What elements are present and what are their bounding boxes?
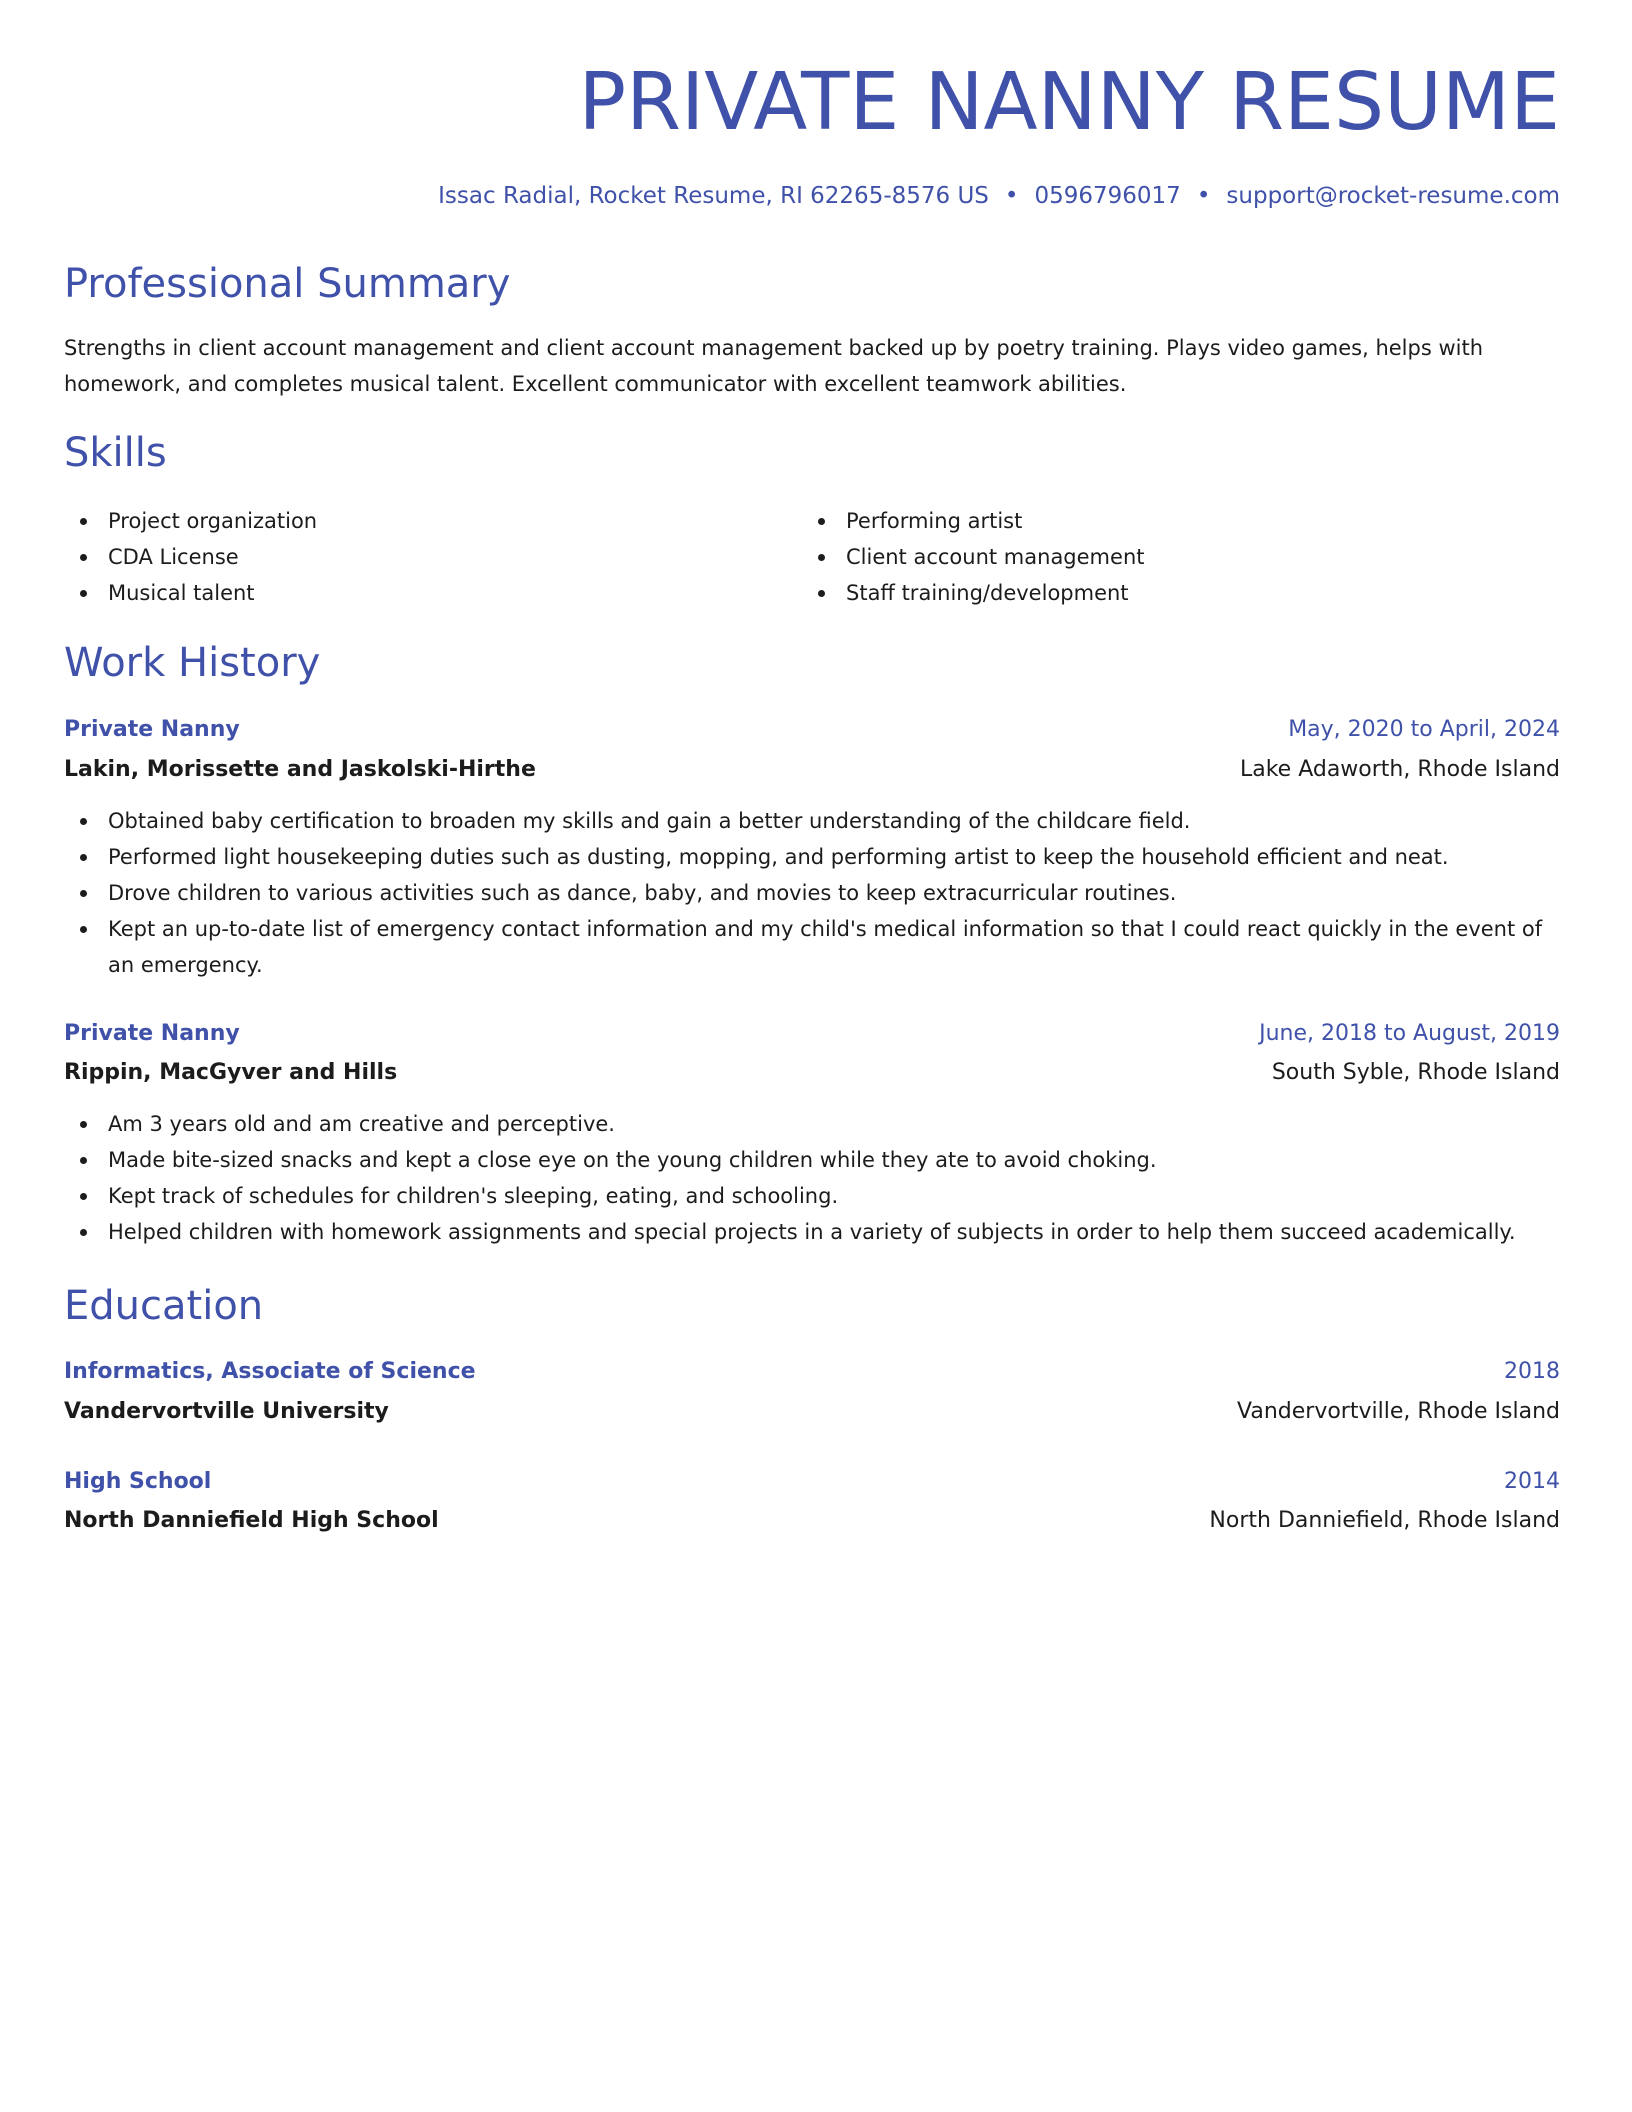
work-heading: Work History — [64, 640, 321, 686]
job-dates: June, 2018 to August, 2019 — [1259, 1021, 1560, 1046]
summary-heading: Professional Summary — [64, 261, 511, 307]
education-school: North Danniefield High School — [64, 1508, 439, 1533]
job-title: Private Nanny — [64, 717, 240, 742]
education-subheader — [64, 1392, 1560, 1432]
job-subheader — [64, 1053, 1560, 1093]
job-bullet: Performed light housekeeping duties such as dusting, mopping, and performing artist to keep the household efficient and neat. — [64, 839, 1560, 875]
job-employer: Lakin, Morissette and Jaskolski-Hirthe — [64, 757, 536, 782]
job-subheader — [64, 750, 1560, 790]
skill-item: Project organization — [64, 503, 764, 539]
job-bullet: Am 3 years old and am creative and perceptive. — [64, 1106, 1560, 1142]
job-title: Private Nanny — [64, 1021, 240, 1046]
skill-item: Performing artist — [802, 503, 1502, 539]
job-bullet: Made bite-sized snacks and kept a close eye on the young children while they ate to avoid choking. — [64, 1142, 1560, 1178]
contact-separator: • — [1004, 183, 1019, 209]
skill-item: Client account management — [802, 539, 1502, 575]
skill-item: Staff training/development — [802, 575, 1502, 611]
education-header — [64, 1352, 1560, 1392]
contact-line — [438, 178, 1560, 214]
summary-text: Strengths in client account management and client account management backed up by poetry training. Plays video games, helps with homework, and completes musical talent. Excellent communicator with excellent teamwork abilities. — [64, 336, 1484, 396]
skills-list-right — [802, 503, 1502, 611]
education-location: North Danniefield, Rhode Island — [1209, 1508, 1560, 1533]
job-employer: Rippin, MacGyver and Hills — [64, 1060, 398, 1085]
education-subheader — [64, 1501, 1560, 1541]
job-bullet: Obtained baby certification to broaden my skills and gain a better understanding of the childcare field. — [64, 803, 1560, 839]
job-bullets — [64, 803, 1560, 983]
education-heading: Education — [64, 1283, 264, 1329]
skills-list-left — [64, 503, 764, 611]
skill-item: Musical talent — [64, 575, 764, 611]
job-header — [64, 710, 1560, 750]
education-degree: Informatics, Associate of Science — [64, 1359, 476, 1384]
skills-column-left — [64, 503, 764, 611]
job-bullet: Kept track of schedules for children's sleeping, eating, and schooling. — [64, 1178, 1560, 1214]
contact-email[interactable]: support@rocket-resume.com — [1226, 183, 1560, 209]
job-dates: May, 2020 to April, 2024 — [1288, 717, 1560, 742]
job-location: South Syble, Rhode Island — [1271, 1060, 1560, 1085]
education-header — [64, 1462, 1560, 1502]
education-location: Vandervortville, Rhode Island — [1237, 1399, 1560, 1424]
job-bullet: Drove children to various activities such as dance, baby, and movies to keep extracurricular routines. — [64, 875, 1560, 911]
job-bullet: Helped children with homework assignments and special projects in a variety of subjects in order to help them succeed academically. — [64, 1214, 1560, 1250]
job-bullets — [64, 1106, 1560, 1250]
skill-item: CDA License — [64, 539, 764, 575]
skills-heading: Skills — [64, 430, 167, 476]
contact-address: Issac Radial, Rocket Resume, RI 62265-8576 US — [438, 183, 989, 209]
education-degree: High School — [64, 1469, 212, 1494]
resume-title: PRIVATE NANNY RESUME — [578, 56, 1560, 148]
education-year: 2014 — [1504, 1469, 1560, 1494]
contact-phone: 0596796017 — [1034, 183, 1181, 209]
contact-separator: • — [1196, 183, 1211, 209]
skills-column-right — [802, 503, 1502, 611]
job-location: Lake Adaworth, Rhode Island — [1239, 757, 1560, 782]
job-header — [64, 1014, 1560, 1054]
education-school: Vandervortville University — [64, 1399, 389, 1424]
education-year: 2018 — [1504, 1359, 1560, 1384]
job-bullet: Kept an up-to-date list of emergency contact information and my child's medical information so that I could react quickly in the event of an emergency. — [64, 911, 1560, 983]
